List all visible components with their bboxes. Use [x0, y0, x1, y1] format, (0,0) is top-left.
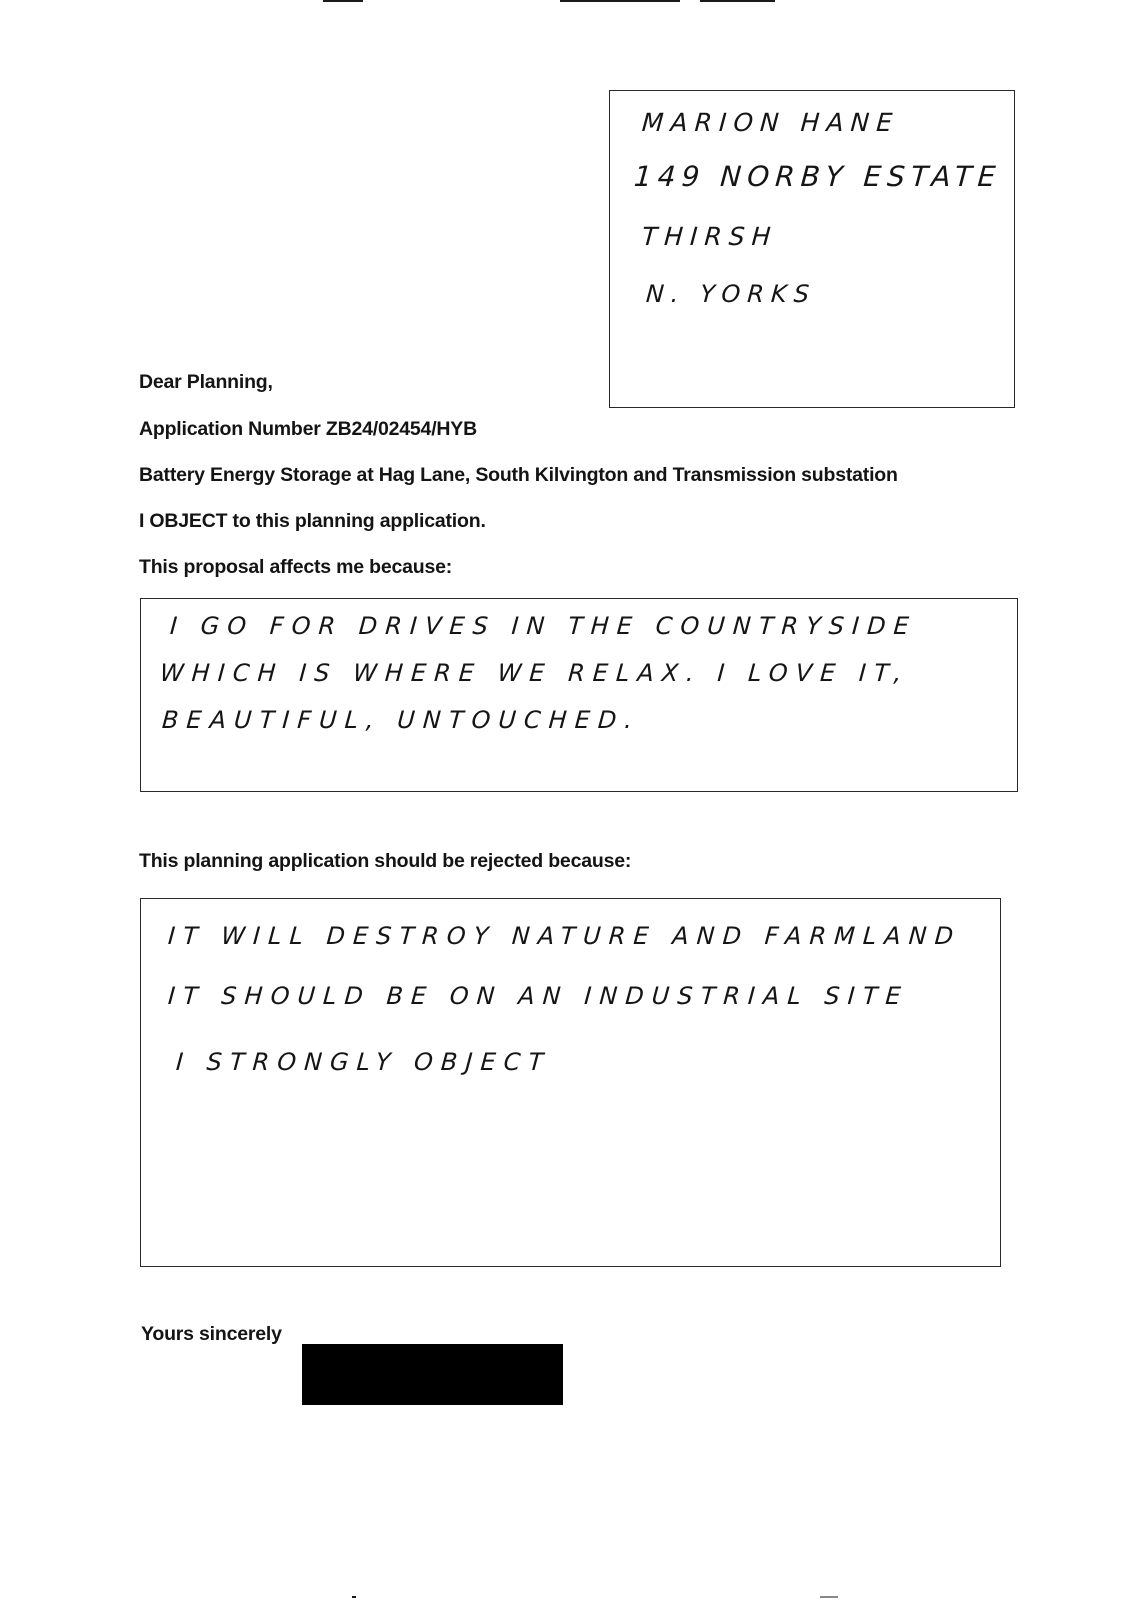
- scan-artifact-top: [323, 0, 363, 2]
- closing: Yours sincerely: [141, 1323, 282, 1345]
- rejected-line-2: IT SHOULD BE ON AN INDUSTRIAL SITE: [167, 982, 910, 1010]
- rejected-answer-box: [140, 898, 1001, 1267]
- redacted-signature: [302, 1344, 563, 1405]
- rejected-heading: This planning application should be rejected because:: [139, 850, 632, 872]
- subject-line: Battery Energy Storage at Hag Lane, South Kilvington and Transmission substation: [139, 464, 898, 486]
- scan-artifact-top: [560, 0, 680, 2]
- objection-statement: I OBJECT to this planning application.: [139, 510, 486, 532]
- scan-artifact-bottom: [352, 1596, 356, 1598]
- affects-line-2: WHICH IS WHERE WE RELAX. I LOVE IT,: [159, 659, 911, 687]
- address-name: MARION HANE: [640, 108, 901, 137]
- affects-line-1: I GO FOR DRIVES IN THE COUNTRYSIDE: [169, 612, 918, 640]
- affects-heading: This proposal affects me because:: [139, 556, 453, 578]
- address-line3: N. YORKS: [645, 280, 817, 308]
- rejected-line-1: IT WILL DESTROY NATURE AND FARMLAND: [167, 922, 963, 950]
- rejected-line-3: I STRONGLY OBJECT: [175, 1048, 553, 1076]
- scan-artifact-bottom: [820, 1596, 838, 1598]
- address-line2: THIRSH: [640, 222, 779, 251]
- salutation: Dear Planning,: [139, 371, 273, 393]
- scan-artifact-top: [700, 0, 775, 2]
- application-number: Application Number ZB24/02454/HYB: [139, 418, 477, 440]
- address-line1: 149 NORBY ESTATE: [632, 160, 1003, 193]
- affects-line-3: BEAUTIFUL, UNTOUCHED.: [161, 706, 642, 734]
